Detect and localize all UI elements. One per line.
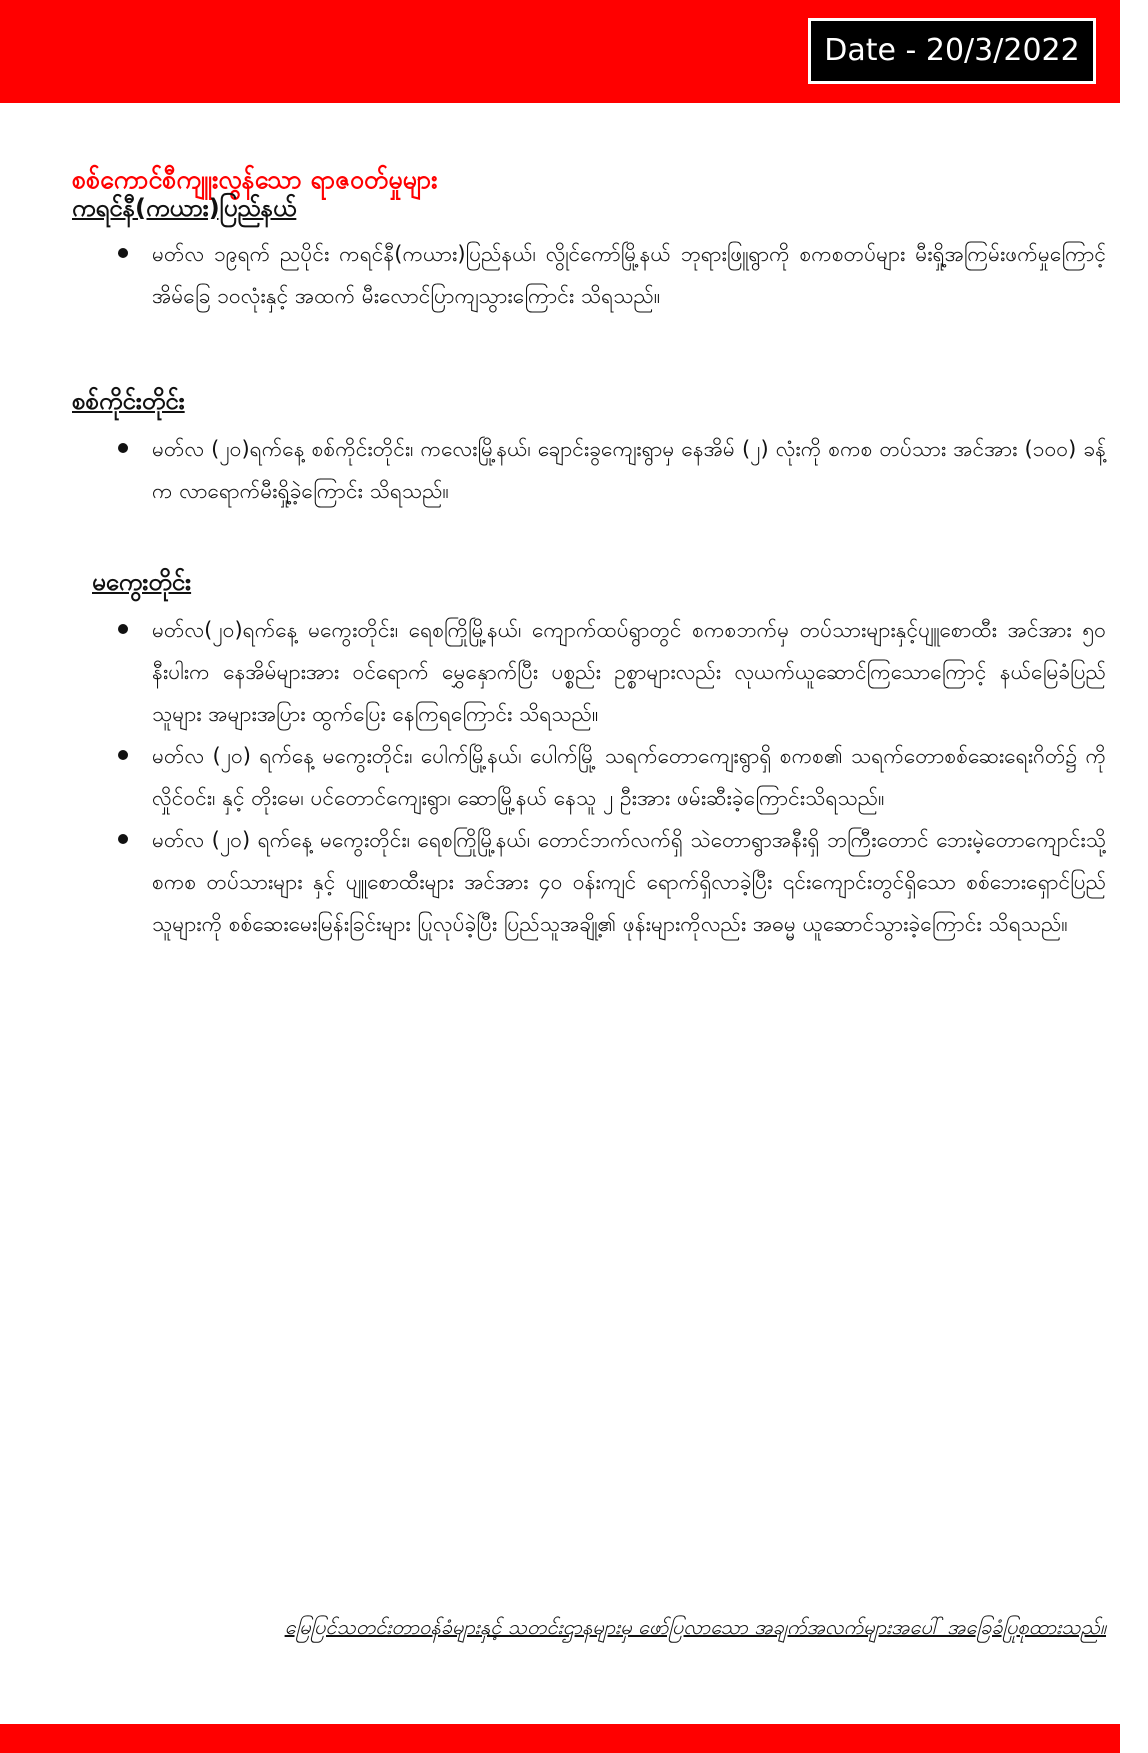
section-list-kayah bbox=[118, 233, 1106, 317]
bullet-icon bbox=[118, 750, 128, 760]
list-item: မတ်လ (၂၀) ရက်နေ့ မကွေးတိုင်း၊ ရေစကြိုမြို့နယ်၊ တောင်ဘက်လက်ရှိ သဲတောရွာအနီးရှိ ဘကြီးတောင် ဘေးမဲ့တောကျောင်းသို့ စကစ တပ်သားများ နှင့် ပျူစောထီးများ အင်အား ၄၀ ဝန်းကျင် ရောက်ရှိလာခဲ့ပြီး ၎င်းကျောင်းတွင်ရှိသော စစ်ဘေးရှောင်ပြည်သူများကို စစ်ဆေးမေးမြန်းခြင်းများ ပြုလုပ်ခဲ့ပြီး ပြည်သူအချို့၏ ဖုန်းများကိုလည်း အဓမ္မ ယူဆောင်သွားခဲ့ကြောင်း သိရသည်။ bbox=[118, 819, 1106, 945]
bullet-icon bbox=[118, 624, 128, 634]
bullet-icon bbox=[118, 248, 128, 258]
list-item: မတ်လ (၂၀)ရက်နေ့ စစ်ကိုင်းတိုင်း၊ ကလေးမြို့နယ်၊ ချောင်းခွကျေးရွာမှ နေအိမ် (၂) လုံးကို စကစ တပ်သား အင်အား (၁၀၀) ခန့်က လာရောက်မီးရှို့ခဲ့ကြောင်း သိရသည်။ bbox=[118, 428, 1106, 512]
date-label: Date - 20/3/2022 bbox=[808, 18, 1096, 84]
footer-source-note: မြေပြင်သတင်းတာဝန်ခံများနှင့် သတင်းဌာနများမှ ဖော်ပြလာသော အချက်အလက်များအပေါ် အခြေခံပြုစုထားသည်။ bbox=[284, 1615, 1106, 1639]
list-item: မတ်လ (၂၀) ရက်နေ့ မကွေးတိုင်း၊ ပေါက်မြို့နယ်၊ ပေါက်မြို့ သရက်တောကျေးရွာရှိ စကစ၏ သရက်တောစစ်ဆေးရေးဂိတ်၌ ကိုလှိုင်ဝင်း၊ နှင့် တိုးမေ၊ ပင်တောင်ကျေးရွာ၊ ဆောမြို့နယ် နေသူ ၂ ဦးအား ဖမ်းဆီးခဲ့ကြောင်းသိရသည်။ bbox=[118, 735, 1106, 819]
bullet-icon bbox=[118, 443, 128, 453]
bullet-icon bbox=[118, 834, 128, 844]
bottom-red-bar bbox=[0, 1724, 1120, 1753]
section-list-magway bbox=[118, 609, 1106, 945]
section-list-sagaing bbox=[118, 428, 1106, 512]
document-title: စစ်ကောင်စီကျူးလွန်သော ရာဇဝတ်မှုများ bbox=[72, 165, 438, 194]
section-heading-magway: မကွေးတိုင်း bbox=[92, 568, 192, 596]
list-item: မတ်လ ၁၉ရက် ညပိုင်း ကရင်နီ(ကယား)ပြည်နယ်၊ လွိုင်ကော်မြို့နယ် ဘုရားဖြူရွာကို စကစတပ်များ မီးရှို့အကြမ်းဖက်မှုကြောင့် အိမ်ခြေ ၁၀လုံးနှင့် အထက် မီးလောင်ပြာကျသွားကြောင်း သိရသည်။ bbox=[118, 233, 1106, 317]
section-heading-kayah: ကရင်နီ(ကယား)ပြည်နယ် bbox=[72, 194, 297, 222]
list-item: မတ်လ(၂၀)ရက်နေ့ မကွေးတိုင်း၊ ရေစကြိုမြို့နယ်၊ ကျောက်ထပ်ရွာတွင် စကစဘက်မှ တပ်သားများနှင့်ပျူစောထီး အင်အား ၅၀ နီးပါးက နေအိမ်များအား ဝင်ရောက် မွှေနှောက်ပြီး ပစ္စည်း ဥစ္စာများလည်း လုယက်ယူဆောင်ကြသောကြောင့် နယ်မြေခံပြည်သူများ အများအပြား ထွက်ပြေး နေကြရကြောင်း သိရသည်။ bbox=[118, 609, 1106, 735]
section-heading-sagaing: စစ်ကိုင်းတိုင်း bbox=[72, 387, 185, 415]
